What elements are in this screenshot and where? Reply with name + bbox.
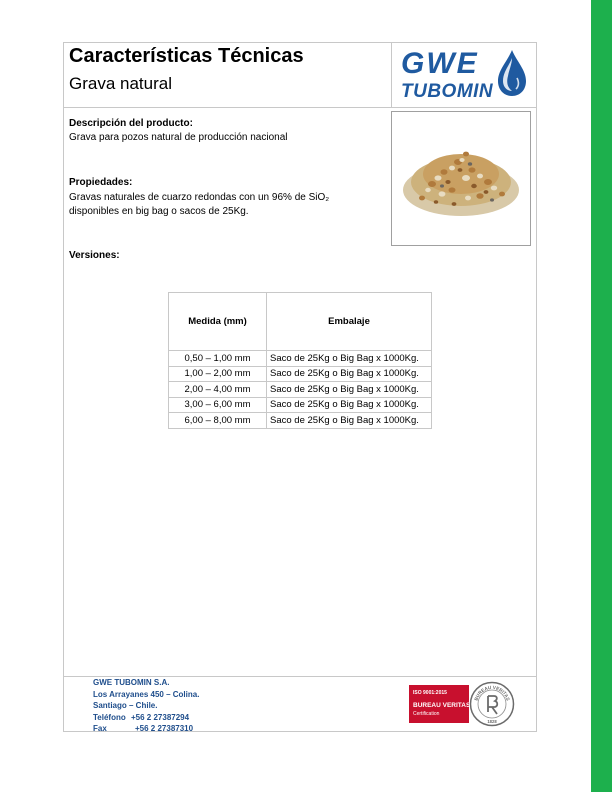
packaging-cell: Saco de 25Kg o Big Bag x 1000Kg. (267, 366, 432, 382)
size-cell: 6,00 – 8,00 mm (169, 413, 267, 429)
company-logo (396, 44, 534, 106)
description-heading: Descripción del producto: (69, 118, 193, 129)
footer-phone-label: Teléfono (93, 712, 126, 722)
logo-text-gwe: GWE (401, 47, 479, 80)
size-cell: 1,00 – 2,00 mm (169, 366, 267, 382)
gravel-photo (391, 111, 531, 246)
packaging-cell: Saco de 25Kg o Big Bag x 1000Kg. (267, 382, 432, 398)
properties-line-2: disponibles en big bag o sacos de 25Kg. (69, 206, 249, 217)
logo-text-tubomin: TUBOMIN (401, 81, 494, 102)
footer-fax: +56 2 27387310 (135, 724, 194, 733)
bureau-veritas-seal-icon (469, 681, 515, 727)
size-cell: 2,00 – 4,00 mm (169, 382, 267, 398)
table-row (169, 397, 432, 413)
packaging-cell: Saco de 25Kg o Big Bag x 1000Kg. (267, 397, 432, 413)
table-row (169, 382, 432, 398)
certification-type: Certification (413, 711, 440, 717)
document-title: Características Técnicas (69, 45, 304, 67)
certifier-name: BUREAU VERITAS (413, 702, 471, 709)
table-row (169, 366, 432, 382)
description-text: Grava para pozos natural de producción nacional (69, 132, 288, 143)
versions-table (168, 292, 432, 429)
table-header-row (169, 293, 432, 351)
versions-heading: Versiones: (69, 250, 120, 261)
gravel-pile-image (392, 112, 530, 245)
column-header-packaging: Embalaje (267, 293, 432, 351)
properties-heading: Propiedades: (69, 177, 133, 188)
header-divider (391, 42, 392, 108)
column-header-size: Medida (mm) (169, 293, 267, 351)
water-drop-icon (495, 48, 529, 98)
bureau-veritas-certification (409, 681, 524, 727)
footer-company: GWE TUBOMIN S.A. (93, 678, 170, 687)
footer-phone: +56 2 27387294 (131, 712, 190, 722)
side-accent-bar (591, 0, 612, 792)
seal-year: 1828 (487, 719, 497, 724)
footer-city: Santiago – Chile. (93, 701, 158, 710)
properties-line-1: Gravas naturales de cuarzo redondas con un 96% de SiO₂ (69, 192, 330, 203)
iso-standard: ISO 9001:2015 (413, 690, 447, 696)
size-cell: 3,00 – 6,00 mm (169, 397, 267, 413)
certification-label-block (409, 685, 469, 723)
packaging-cell: Saco de 25Kg o Big Bag x 1000Kg. (267, 413, 432, 429)
footer-address: Los Arrayanes 450 – Colina. (93, 689, 200, 699)
document-subtitle: Grava natural (69, 74, 172, 93)
table-row (169, 351, 432, 367)
size-cell: 0,50 – 1,00 mm (169, 351, 267, 367)
table-row (169, 413, 432, 429)
packaging-cell: Saco de 25Kg o Big Bag x 1000Kg. (267, 351, 432, 367)
seal-ring-text: BUREAU VERITAS (473, 684, 511, 702)
footer-fax-label: Fax (93, 724, 107, 733)
